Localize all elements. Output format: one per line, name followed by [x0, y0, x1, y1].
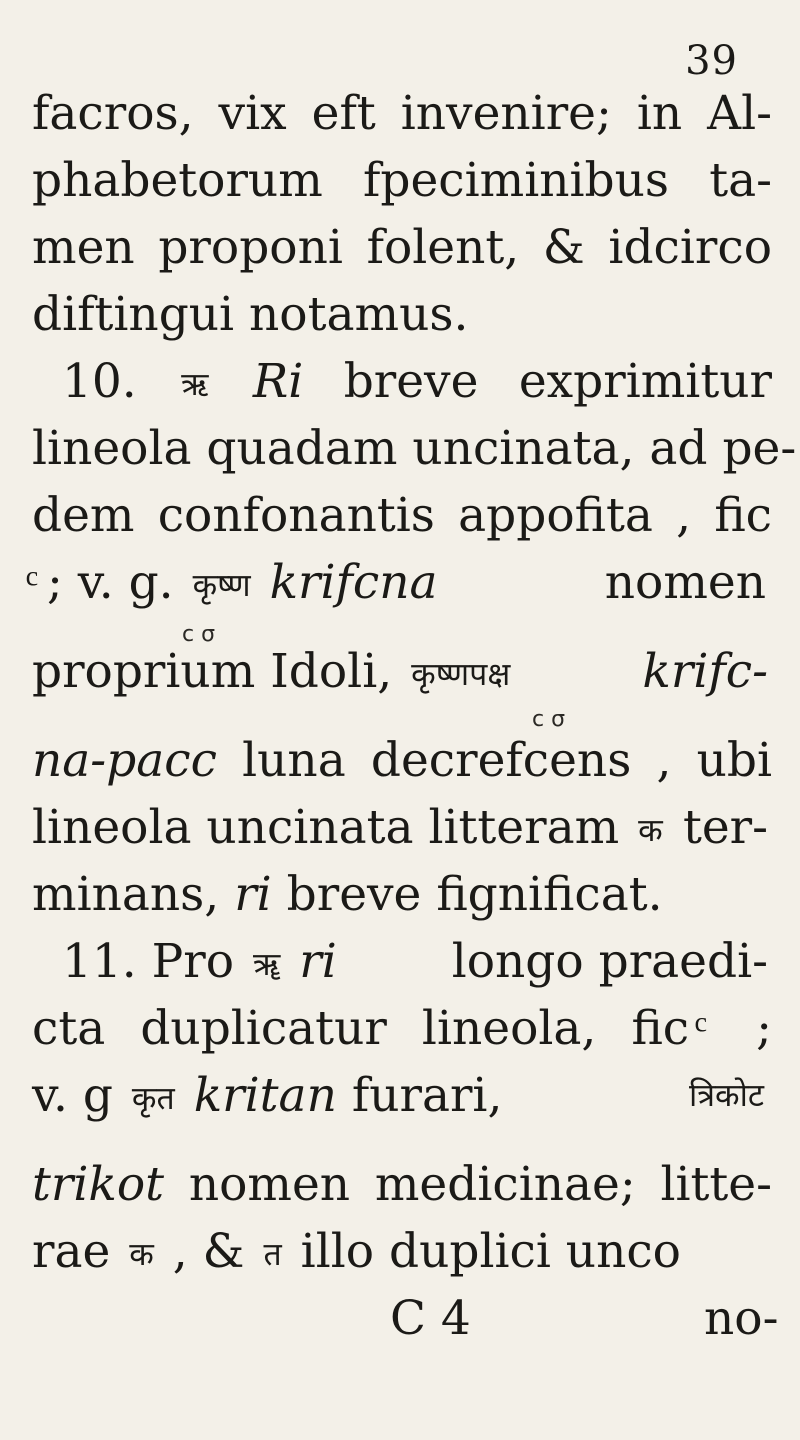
- text-span: lineola uncinata litteram: [32, 800, 620, 855]
- text-line-4: diftingui notamus.: [32, 287, 469, 342]
- page-number: 39: [685, 38, 738, 84]
- text-line-12: [32, 861, 772, 928]
- signature-mark: C 4: [390, 1291, 471, 1346]
- text-span: luna decrefcens , ubi: [242, 733, 772, 788]
- text-line-8: [32, 549, 772, 647]
- term-ri: ri: [299, 934, 337, 989]
- devanagari-ka-glyph: क: [129, 1235, 154, 1273]
- term-ri: ri: [234, 867, 272, 922]
- term-kritan: kritan: [193, 1068, 337, 1123]
- text-line-7: dem confonantis appofita , fic: [32, 488, 772, 543]
- catchword: no-: [704, 1291, 779, 1346]
- devanagari-krita-glyph: कृत: [131, 1079, 175, 1117]
- term-krifc: krifc-: [642, 644, 768, 699]
- page-footer: [32, 1285, 779, 1352]
- body-text: [32, 80, 797, 1352]
- text-span: rae: [32, 1224, 111, 1279]
- subscript-marks: c σ: [182, 622, 216, 647]
- text-line-15: [32, 1062, 772, 1151]
- text-line-16: [32, 1151, 772, 1218]
- text-span: furari,: [351, 1068, 503, 1123]
- text-span: proprium Idoli,: [32, 644, 393, 699]
- subscript-marks: c σ: [532, 707, 566, 732]
- text-span: ter-: [682, 800, 768, 855]
- text-span: ; v. g.: [46, 555, 174, 610]
- text-line-6: lineola quadam uncinata, ad pe-: [32, 421, 797, 476]
- devanagari-krishna-paksha-glyph: कृष्णपक्ष: [411, 655, 511, 693]
- term-trikot: trikot: [32, 1157, 165, 1212]
- text-line-10: [32, 727, 772, 794]
- text-line-2: phabetorum fpeciminibus ta-: [32, 153, 772, 208]
- text-line-9: [32, 638, 772, 732]
- devanagari-krishna-glyph: कृष्ण: [192, 566, 251, 604]
- devanagari-trikota-glyph: त्रिकोट: [689, 1076, 764, 1114]
- text-span: v. g: [32, 1068, 113, 1123]
- text-span: 11. Pro: [62, 934, 235, 989]
- text-span: illo duplici unco: [300, 1224, 681, 1279]
- section-number: 10.: [62, 354, 137, 409]
- text-line-13: [32, 928, 772, 995]
- devanagari-ri-long-glyph: ॠ: [253, 945, 281, 983]
- text-line-11: [32, 794, 772, 861]
- text-span: longo praedi-: [451, 934, 768, 989]
- devanagari-ka-glyph: क: [638, 811, 663, 849]
- text-span: breve fignificat.: [286, 867, 663, 922]
- term-krifcna: krifcna: [269, 555, 438, 610]
- text-line-5: [32, 348, 772, 415]
- text-line-3: men proponi folent, & idcirco: [32, 220, 772, 275]
- devanagari-ri-short-glyph: ऋ: [181, 365, 209, 403]
- term-ri: Ri: [252, 354, 304, 409]
- text-span: breve exprimitur: [343, 354, 772, 409]
- text-line-14: cta duplicatur lineola, fic ͨ ;: [32, 1001, 772, 1056]
- text-span: nomen medicinae; litte-: [188, 1157, 772, 1212]
- term-na-pacc: na-pacc: [32, 733, 217, 788]
- text-line-17: [32, 1218, 772, 1285]
- devanagari-ta-glyph: त: [263, 1235, 282, 1273]
- text-span: nomen: [604, 555, 766, 610]
- text-span: minans,: [32, 867, 220, 922]
- text-span: , &: [172, 1224, 245, 1279]
- text-line-1: facros, vix eft invenire; in Al-: [32, 86, 772, 141]
